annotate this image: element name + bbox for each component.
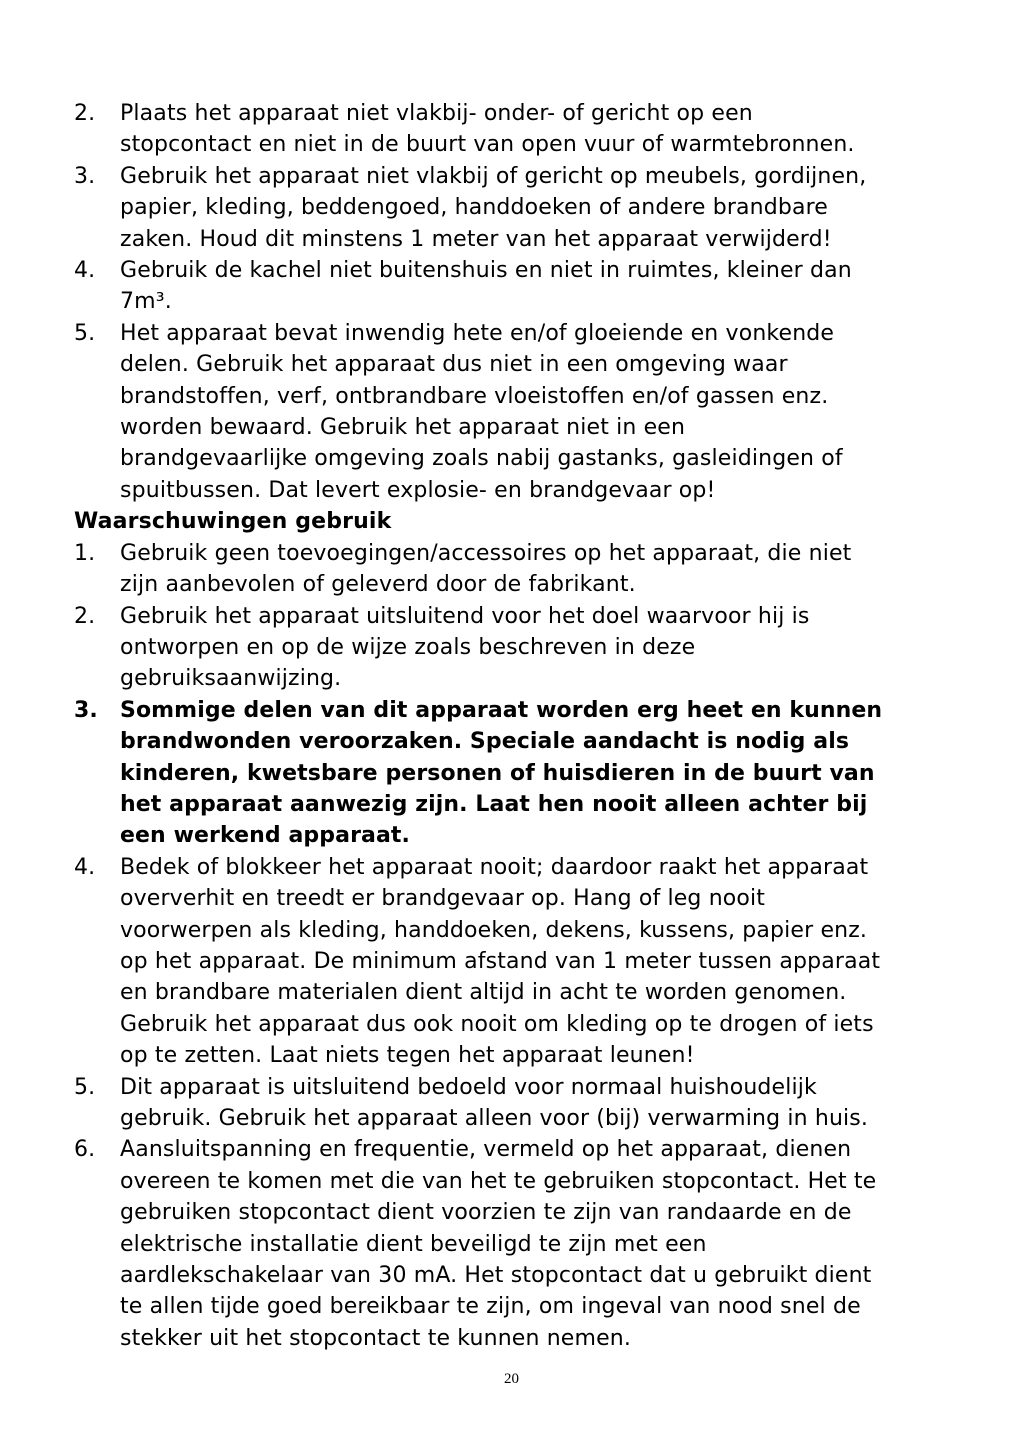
list-item-text: gebruiken stopcontact dient voorzien te zijn van randaarde en de	[120, 1200, 852, 1226]
list-item-text: overeen te komen met die van het te gebruiken stopcontact. Het te	[120, 1168, 877, 1194]
list-item	[74, 852, 954, 1072]
list-item-text: het apparaat aanwezig zijn. Laat hen nooit alleen achter bij	[120, 791, 868, 817]
list-item-text: Plaats het apparaat niet vlakbij- onder- of gericht op een	[120, 101, 753, 126]
list-item-text: brandgevaarlijke omgeving zoals nabij gastanks, gasleidingen of	[120, 446, 843, 472]
list-item	[74, 318, 954, 506]
list-item-text: papier, kleding, beddengoed, handdoeken of andere brandbare	[120, 195, 828, 221]
list-item	[74, 255, 954, 318]
list-item-text: elektrische installatie dient beveiligd te zijn met een	[120, 1231, 707, 1257]
list-item-emphasized	[74, 695, 954, 852]
list-item-text: oververhit en treedt er brandgevaar op. Hang of leg nooit	[120, 886, 766, 912]
list-item-number: 5.	[74, 1074, 96, 1100]
list-item-text: delen. Gebruik het apparaat dus niet in een omgeving waar	[120, 352, 788, 378]
list-item-text: Aansluitspanning en frequentie, vermeld op het apparaat, dienen	[120, 1137, 852, 1163]
list-item-text: Gebruik geen toevoegingen/accessoires op het apparaat, die niet	[120, 540, 852, 566]
list-item-text: worden bewaard. Gebruik het apparaat niet in een	[120, 415, 686, 441]
list-item	[74, 1072, 954, 1135]
list-item-text: Gebruik het apparaat uitsluitend voor het doel waarvoor hij is	[120, 603, 810, 629]
list-item-text: 7m³.	[120, 289, 172, 315]
list-item-text: stopcontact en niet in de buurt van open vuur of warmtebronnen.	[120, 132, 855, 158]
list-item-number: 3.	[74, 163, 96, 189]
list-item-text: brandstoffen, verf, ontbrandbare vloeistoffen en/of gassen enz.	[120, 383, 829, 409]
list-item-text: stekker uit het stopcontact te kunnen nemen.	[120, 1325, 631, 1351]
list-item-text: zaken. Houd dit minstens 1 meter van het apparaat verwijderd!	[120, 226, 832, 252]
list-item-text: spuitbussen. Dat levert explosie- en brandgevaar op!	[120, 477, 716, 503]
list-item-text: brandwonden veroorzaken. Speciale aandacht is nodig als	[120, 729, 850, 755]
list-item-text: kinderen, kwetsbare personen of huisdieren in de buurt van	[120, 760, 875, 786]
list-item-number: 4.	[74, 258, 96, 284]
list-item-text: te allen tijde goed bereikbaar te zijn, om ingeval van nood snel de	[120, 1294, 861, 1320]
list-item-number: 3.	[74, 697, 98, 723]
list-item-text: Dit apparaat is uitsluitend bedoeld voor normaal huishoudelijk	[120, 1074, 817, 1100]
list-item-text: Gebruik de kachel niet buitenshuis en niet in ruimtes, kleiner dan	[120, 258, 852, 284]
safety-list-placement	[74, 98, 954, 506]
list-item-text: op het apparaat. De minimum afstand van 1 meter tussen apparaat	[120, 948, 881, 974]
list-item-text: ontworpen en op de wijze zoals beschreven in deze	[120, 634, 696, 660]
list-item-text: aardlekschakelaar van 30 mA. Het stopcontact dat u gebruikt dient	[120, 1263, 872, 1289]
list-item-number: 6.	[74, 1137, 96, 1163]
list-item-text: zijn aanbevolen of geleverd door de fabrikant.	[120, 572, 636, 598]
list-item-text: op te zetten. Laat niets tegen het apparaat leunen!	[120, 1043, 695, 1069]
list-item-text: Het apparaat bevat inwendig hete en/of gloeiende en vonkende	[120, 320, 835, 346]
list-item-text: een werkend apparaat.	[120, 823, 410, 849]
list-item-text: Gebruik het apparaat niet vlakbij of gericht op meubels, gordijnen,	[120, 163, 867, 189]
list-item-text: Bedek of blokkeer het apparaat nooit; daardoor raakt het apparaat	[120, 854, 869, 880]
list-item-text: Gebruik het apparaat dus ook nooit om kleding op te drogen of iets	[120, 1011, 874, 1037]
list-item	[74, 601, 954, 695]
section-heading: Waarschuwingen gebruik	[74, 509, 392, 535]
usage-warnings-list	[74, 538, 954, 1355]
list-item-number: 5.	[74, 320, 96, 346]
list-item-number: 2.	[74, 101, 96, 126]
list-item-number: 4.	[74, 854, 96, 880]
list-item-number: 1.	[74, 540, 96, 566]
list-item	[74, 1134, 954, 1354]
list-item-text: gebruiksaanwijzing.	[120, 666, 342, 692]
list-item-text: en brandbare materialen dient altijd in acht te worden genomen.	[120, 980, 847, 1006]
list-item	[74, 161, 954, 255]
list-item	[74, 538, 954, 601]
page-number: 20	[504, 1371, 519, 1387]
list-item-text: gebruik. Gebruik het apparaat alleen voor (bij) verwarming in huis.	[120, 1106, 869, 1131]
document-body	[74, 98, 954, 1354]
list-item-number: 2.	[74, 603, 96, 629]
list-item-text: Sommige delen van dit apparaat worden erg heet en kunnen	[120, 697, 883, 723]
list-item-text: voorwerpen als kleding, handdoeken, dekens, kussens, papier enz.	[120, 917, 868, 943]
list-item	[74, 98, 954, 161]
